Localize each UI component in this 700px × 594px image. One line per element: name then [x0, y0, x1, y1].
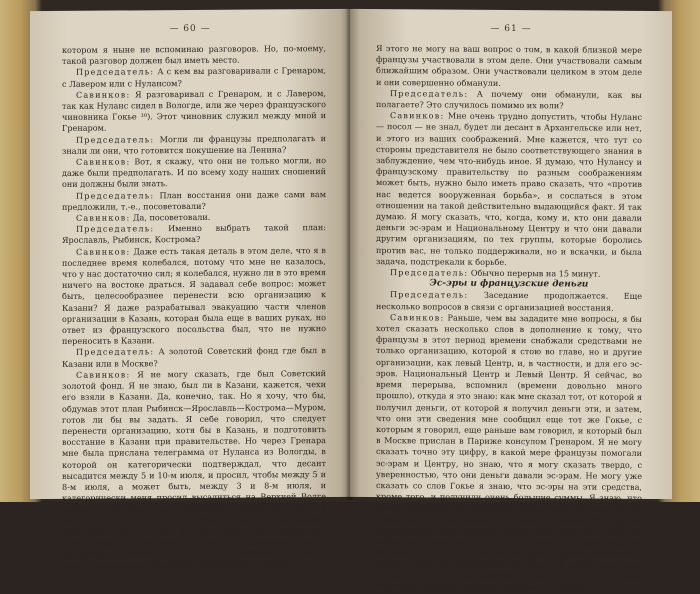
speaker-label: Савинков:	[76, 156, 131, 167]
speaker-label: Савинков:	[390, 110, 445, 121]
paragraph	[376, 267, 642, 280]
paragraph	[62, 65, 326, 89]
paragraph	[62, 245, 326, 348]
paragraph	[62, 43, 326, 67]
section-title: Эс-эры и французские деньги	[429, 278, 589, 290]
speaker-label: Председатель:	[390, 87, 469, 99]
paragraph	[62, 88, 326, 135]
paragraph	[376, 43, 642, 90]
paragraph	[62, 222, 326, 246]
paragraph-text: Я не могу сказать, где был Советский золотой фонд. Я не знаю, был ли в Казани, кажется, чехи его взяли в Казани. Да, конечно, так. Но я хочу, что бы, обдумав этот план Рыбинск—Ярославль—Кострома—Муром, готов ли бы вы задать. Я себе говорил, что следует перенести организацию, хотя бы в Казань, и подготовить восстание в Казани при правительстве. Но через Гренара мне была прислана телеграмма от Нуланса из Вологды, в которой он категорически подтверждал, что десант высадится между 5 и 10-м июля, и просил, чтобы между 5 и 8-м июля, а может быть, между 3 и 8-м июля, и категорически меня просил высадиться на Верхней Волге именно в эти дни, а не в какие-либо другие, ибо иначе я могу пропустить, что произойдет. Было тогда может случиться так, что это я ...на Волге. Вот почему эту телеграмму было послано, что было 6-то числа выступить в Ярославле, а кроме того, в 6-то в Ярославле. Но часть членов организации была уже эвакуирована в Казань.	[62, 367, 326, 571]
paragraph	[376, 312, 642, 594]
speaker-label: Председатель:	[390, 289, 469, 301]
paragraph-text: Я этого не могу на ваш вопрос о том, в какой близкой мере французы участвовали в этом деле. Они участвовали самым ближайшим образом. Они участвовали целиком в этом деле и они совершенно обманули.	[376, 43, 642, 88]
page-number: — 61 —	[490, 23, 532, 35]
speaker-label: Председатель:	[76, 346, 155, 358]
speaker-label: Савинков:	[76, 369, 131, 380]
paragraph-text: Вот, я скажу, что они не только могли, но даже были предполагать. И по всему ходу наших сношений они должны были знать.	[62, 155, 326, 190]
speaker-label: Председатель:	[76, 133, 155, 145]
paragraph-text: А золотой Советский фонд где был в Казани или в Москве?	[62, 345, 326, 369]
paragraph	[376, 290, 642, 314]
paragraph-text: Даже есть такая деталь в этом деле, что я в последнее время колебался, потому что мне не казалось, что у нас достаточно сил; я колебался, нужно ли в это время ничего на востоке драться. Я задавал себе вопрос: может быть, целесообразнее перенести всю организацию к Казани? Я даже разрабатывал эвакуацию части членов организации в Казань, которая была еще в ваших руках, но ответ из французского посольства был, что не нужно переносить в Казани.	[62, 244, 326, 347]
paragraph-text: Обычно перерыв на 15 минут.	[470, 267, 601, 279]
paragraph-text: Заседание продолжается. Еще несколько вопросов в связи с организацией восстания.	[376, 290, 642, 313]
page-text	[62, 43, 326, 571]
paragraph-text: А почему они обманули, как вы полагаете? Это случилось помимо их воли?	[376, 88, 642, 111]
paragraph-text: Да, посоветовали.	[132, 211, 211, 223]
paragraph	[376, 88, 642, 112]
paragraph	[62, 368, 326, 571]
paragraph	[376, 110, 642, 269]
left-page	[30, 9, 350, 571]
page-number: — 60 —	[169, 23, 211, 35]
speaker-label: Савинков:	[76, 89, 131, 100]
paragraph-text: Могли ли французы предполагать и знали ли они, что готовится покушение на Ленина?	[62, 132, 326, 156]
paragraph-text: котором я ныне не вспоминаю разговоров. Но, по-моему, такой разговор должен был иметь место.	[62, 43, 326, 67]
text-block-bottom	[376, 290, 642, 594]
right-page	[350, 9, 672, 593]
speaker-label: Савинков:	[76, 246, 131, 257]
paragraph	[62, 346, 326, 370]
paragraph-text: Именно выбрать такой план: Ярославль, Рыбинск, Кострома?	[62, 222, 326, 246]
speaker-label: Председатель:	[76, 189, 155, 201]
paragraph-text: А с кем вы разговаривали с Гренаром, с Лавером или с Нуланcом?	[62, 65, 326, 89]
speaker-label: Председатель:	[390, 267, 469, 278]
paragraph-text: Раньше, чем вы зададите мне вопросы, я бы хотел сказать несколько слов в дополнение к тому, что французы в этот период времени снабжали средствами не только организацию, которой я стою во главе, но и другие организации, как левый Центр, и, в частности, и для его эс-эров. Национальный Центр и Левый Центр. Я сейчас, во время перерыва, вспомнил (времени довольно много прошло), откуда я это знаю: как мне сказал тот, от которой я получил деньги, от которой я получил деньги эти, и затем, что они эти сведения мне сообщил еще тот же Гокье, с которым я говорил, еще раньше вам говорил, и который был в Москве прислан в Париже консулом Гренаром. Я не могу сказать точно эту цифру, в какой мере французы помогали эс-эрам и Центру, но знаю, что я могу сказать твердо, с уверенностью, что они деньги давали эс-эрам. Не могу уже сказать со слов Гокье я знаю, что эс-эры на эти средства, кроме того, и получили очень большие суммы. Я знаю, что эс-эры заявляли, что французы, кроме того, просили, чтобы французы не связывались с ними и какой-либо другой организацией или просили, чтобы эс-эры для нее о том, что могли бы в переговорах в Гокье. Не знаю, что французы, что сказали, что его и говорили лицо, руководствовались, которые говорили французам, что они не в связи с вопросом о том, что французы снабжали эс-эров. Это, что, я хотел прибавить к моему предшествующему показанию.	[376, 312, 642, 593]
speaker-label: Савинков:	[76, 212, 131, 223]
paragraph	[62, 133, 326, 157]
paragraph	[62, 155, 326, 190]
text-block-top	[376, 43, 642, 280]
paragraph-text: Мне очень трудно допустить, чтобы Нуланс — посол — не знал, будет ли десант в Архангельске или нет, и этого из ваших соображений. Мне кажется, что тут со стороны представителя не было соответствующего знания в заблуждение, чем что-нибудь иное. Я думаю, что Нулансу и французскому правительству по разным соображениям может быть, нужно было иметь право сказать, что «против нас ведется вооруженная борьба», и сослаться в этом отношении на такой действительно выдающийся факт. Я так думаю. Я могу сказать, что, когда, кому и, кто они давали деньги эс-эрам и Национальному Центру и что они давали другим организациям, по тех группы, которые боролись против вас, не только поддерживали, но и вскачки, и была задача, подстрекали к борьбе.	[376, 110, 642, 267]
speaker-label: Савинков:	[390, 312, 445, 323]
speaker-label: Председатель:	[76, 223, 155, 235]
paragraph-text: План восстания они даже сами вам предложили, т.-е., посоветовали?	[62, 188, 326, 212]
speaker-label: Председатель:	[76, 66, 155, 78]
page-text	[376, 43, 642, 593]
paragraph	[62, 189, 326, 213]
paragraph-text: Я разговаривал с Гренаром, и с Лавером, так как Нуланс сидел в Вологде, или же через французского чиновника Гокье ¹⁰). Этот чиновник служил между мной и Гренаром.	[62, 87, 326, 134]
